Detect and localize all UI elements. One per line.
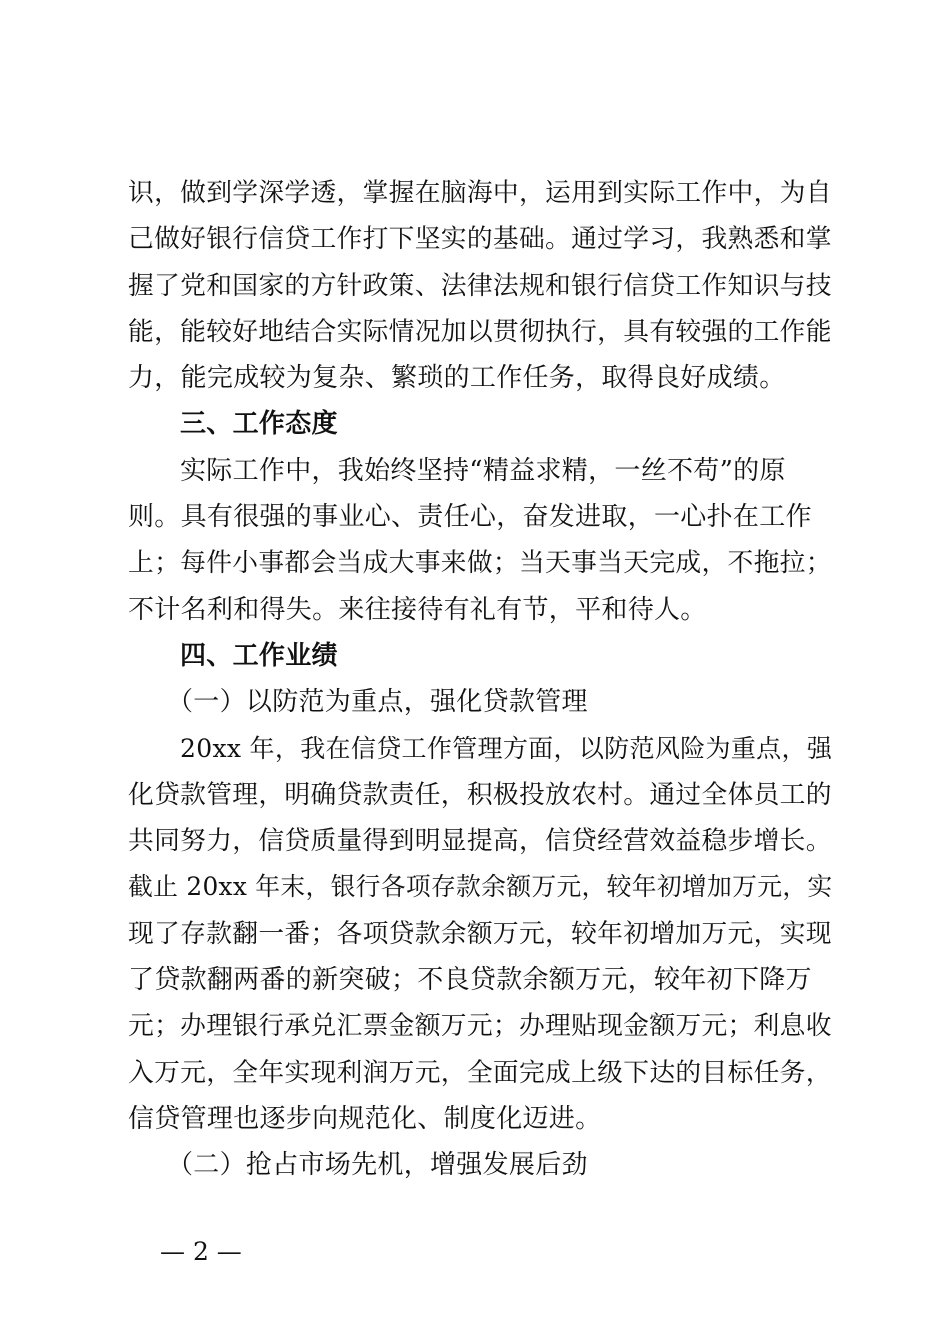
text-line: （一）以防范为重点，强化贷款管理	[167, 687, 588, 718]
text-line: 化贷款管理，明确贷款责任，积极投放农村。通过全体员工的	[128, 779, 832, 810]
text-line: 则。具有很强的事业心、责任心，奋发进取，一心扑在工作	[128, 502, 812, 533]
text-line: 元；办理银行承兑汇票金额万元；办理贴现金额万元；利息收	[128, 1011, 832, 1042]
text-line: 20xx 年，我在信贷工作管理方面，以防范风险为重点，强	[180, 733, 833, 763]
text-line: 实际工作中，我始终坚持“精益求精，一丝不苟”的原	[180, 455, 786, 486]
text-line: 力，能完成较为复杂、繁琐的工作任务，取得良好成绩。	[128, 363, 786, 394]
text-line: 不计名利和得失。来往接待有礼有节，平和待人。	[128, 594, 707, 625]
text-line: 上；每件小事都会当成大事来做；当天事当天完成，不拖拉；	[128, 548, 832, 579]
text-line: 共同努力，信贷质量得到明显提高，信贷经营效益稳步增长。	[128, 826, 832, 857]
page-number: — 2 —	[160, 1237, 242, 1266]
section-heading: 四、工作业绩	[180, 640, 338, 671]
text-line: 了贷款翻两番的新突破；不良贷款余额万元，较年初下降万	[128, 965, 812, 996]
text-line: 握了党和国家的方针政策、法律法规和银行信贷工作知识与技	[128, 270, 832, 301]
text-line: 现了存款翻一番；各项贷款余额万元，较年初增加万元，实现	[128, 918, 832, 949]
text-line: 能，能较好地结合实际情况加以贯彻执行，具有较强的工作能	[128, 316, 832, 347]
text-line: 入万元，全年实现利润万元，全面完成上级下达的目标任务，	[128, 1057, 832, 1088]
text-line: 信贷管理也逐步向规范化、制度化迈进。	[128, 1103, 602, 1134]
text-line: （二）抢占市场先机，增强发展后劲	[167, 1150, 588, 1181]
document-body	[128, 170, 832, 1189]
text-line: 己做好银行信贷工作打下坚实的基础。通过学习，我熟悉和掌	[128, 224, 832, 255]
text-line: 截止 20xx 年末，银行各项存款余额万元，较年初增加万元，实	[128, 872, 833, 902]
text-line: 识，做到学深学透，掌握在脑海中，运用到实际工作中，为自	[128, 178, 832, 208]
section-heading: 三、工作态度	[180, 409, 338, 440]
